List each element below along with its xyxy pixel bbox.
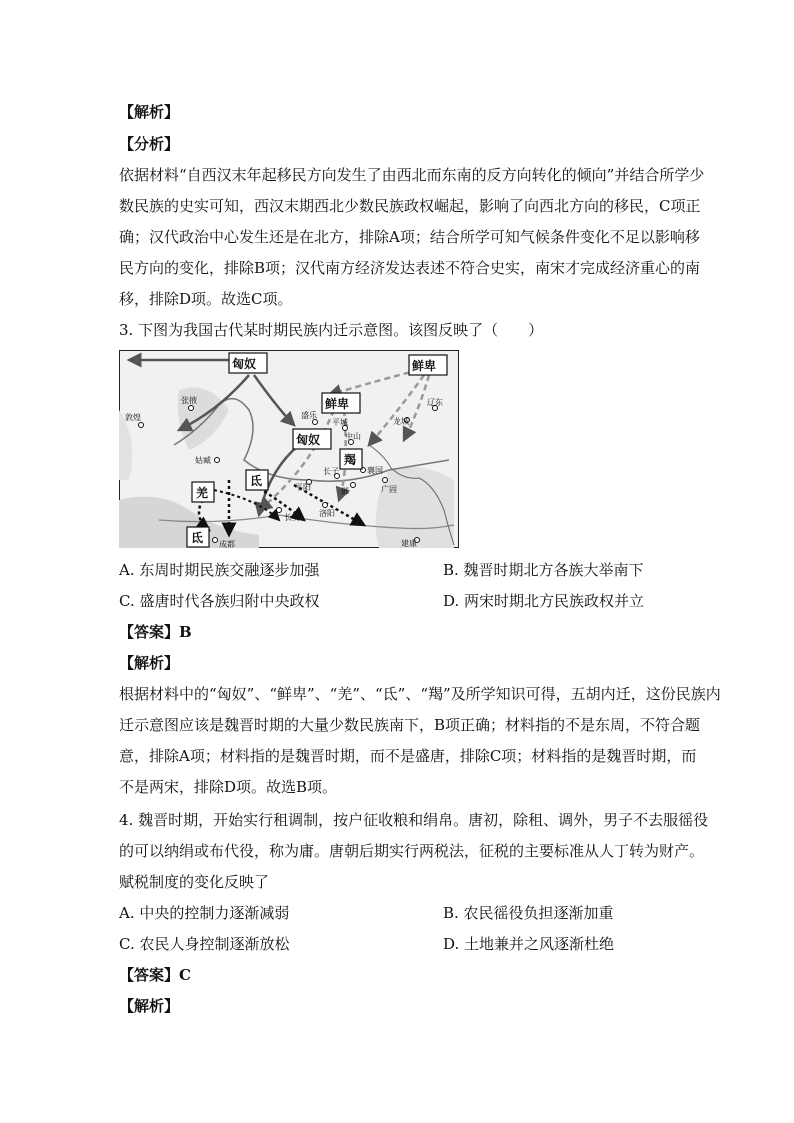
city-label: 广固 (381, 485, 397, 494)
answer-line: 【答案】B (119, 623, 192, 641)
people-label: 鲜卑 (325, 397, 350, 411)
city-label: 建康 (401, 539, 417, 548)
option-c[interactable]: C. 盛唐时代各族归附中央政权 (119, 592, 320, 610)
paragraph-line: 移，排除D项。故选C项。 (119, 290, 293, 308)
jiexi-heading: 【解析】 (119, 103, 180, 121)
city-label: 盛乐 (301, 411, 317, 420)
option-c[interactable]: C. 农民人身控制逐渐放松 (119, 935, 290, 953)
question-stem: 4. 魏晋时期，开始实行租调制，按户征收粮和绢帛。唐初，除租、调外，男子不去服徭役 (119, 811, 709, 829)
people-label: 匈奴 (296, 433, 321, 447)
people-label: 匈奴 (232, 357, 257, 371)
paragraph-line: 迁示意图应该是魏晋时期的大量少数民族南下，B项正确；材料指的不是东周，不符合题 (119, 716, 701, 734)
paragraph-line: 依据材料“自西汉末年起移民方向发生了由西北而东南的反方向转化的倾向”并结合所学少 (119, 166, 705, 184)
people-label: 羯 (344, 453, 357, 467)
paragraph-line: 根据材料中的“匈奴”、“鲜卑”、“羌”、“氐”、“羯”及所学知识可得，五胡内迁，这份民族内 (119, 685, 721, 703)
city-label: 敦煌 (125, 413, 141, 422)
paragraph-line: 民方向的变化，排除B项；汉代南方经济发达表述不符合史实，南宋才完成经济重心的南 (119, 259, 701, 277)
option-b[interactable]: B. 农民徭役负担逐渐加重 (443, 904, 614, 922)
city-label: 姑臧 (195, 456, 211, 465)
option-b[interactable]: B. 魏晋时期北方各族大举南下 (443, 561, 644, 579)
people-label: 氐 (250, 474, 263, 488)
option-d[interactable]: D. 土地兼并之风逐渐杜绝 (443, 935, 615, 953)
paragraph-line: 数民族的史实可知，西汉末期西北少数民族政权崛起，影响了向西北方向的移民，C项正 (119, 197, 701, 215)
answer-line: 【答案】C (119, 966, 191, 984)
city-label: 洛阳 (319, 509, 335, 518)
city-label: 辽东 (427, 398, 443, 407)
city-label: 邺 (341, 487, 349, 496)
paragraph-line: 确；汉代政治中心发生还是在北方，排除A项；结合所学可知气候条件变化不足以影响移 (119, 228, 700, 246)
question-stem: 3. 下图为我国古代某时期民族内迁示意图。该图反映了（ ） (119, 321, 544, 339)
question-stem: 的可以纳绢或布代役，称为庸。唐朝后期实行两税法，征税的主要标准从人丁转为财产。 (119, 842, 705, 860)
city-label: 长安 (284, 513, 300, 522)
question-stem: 赋税制度的变化反映了 (119, 873, 270, 891)
city-label: 中山 (345, 432, 361, 441)
option-a[interactable]: A. 东周时期民族交融逐步加强 (119, 561, 320, 579)
city-label: 平城 (332, 418, 348, 427)
city-label: 襄国 (367, 466, 383, 475)
paragraph-line: 不是两宋，排除D项。故选B项。 (119, 778, 338, 796)
paragraph-line: 意，排除A项；材料指的是魏晋时期，而不是盛唐，排除C项；材料指的是魏晋时期，而 (119, 747, 697, 765)
people-label: 氐 (191, 531, 204, 545)
people-label: 羌 (196, 486, 209, 500)
migration-map (119, 350, 459, 548)
city-label: 平阳 (295, 483, 311, 492)
fenxi-heading: 【分析】 (119, 135, 180, 153)
option-d[interactable]: D. 两宋时期北方民族政权并立 (443, 592, 645, 610)
city-label: 长子 (323, 467, 339, 476)
city-label: 龙城 (393, 417, 409, 426)
option-a[interactable]: A. 中央的控制力逐渐减弱 (119, 904, 290, 922)
jiexi-heading: 【解析】 (119, 654, 180, 672)
city-label: 成都 (219, 540, 235, 548)
city-label: 张掖 (181, 396, 197, 405)
people-label: 鲜卑 (412, 359, 437, 373)
jiexi-heading: 【解析】 (119, 997, 180, 1015)
